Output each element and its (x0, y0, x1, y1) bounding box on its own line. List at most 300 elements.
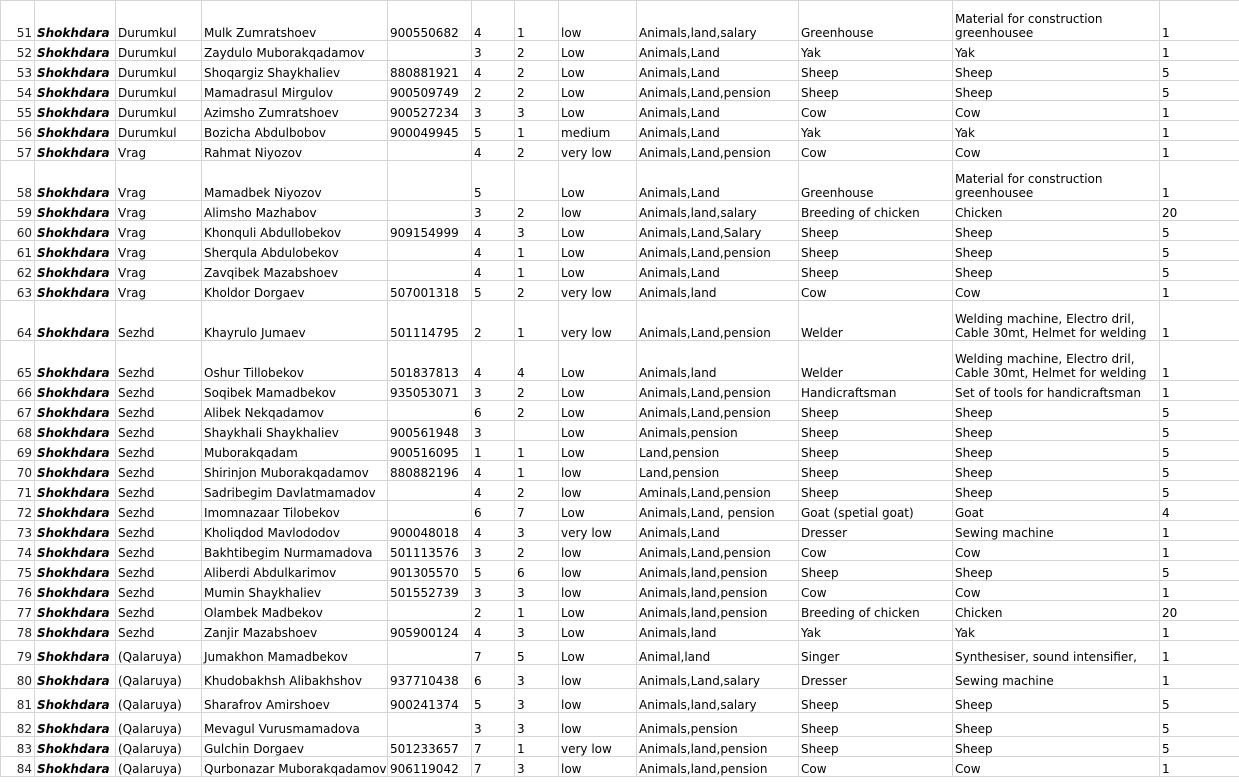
income-source-cell[interactable]: Animals,land,salary (637, 201, 799, 221)
family-size-cell[interactable]: 6 (472, 401, 515, 421)
income-level-cell[interactable]: Low (559, 41, 637, 61)
row-number[interactable]: 74 (1, 541, 35, 561)
phone-cell[interactable]: 935053071 (388, 381, 472, 401)
name-cell[interactable]: Sadribegim Davlatmamadov (202, 481, 388, 501)
employed-cell[interactable]: 3 (515, 221, 559, 241)
family-size-cell[interactable]: 2 (472, 301, 515, 341)
income-source-cell[interactable]: Animals,Land (637, 41, 799, 61)
income-level-cell[interactable]: Low (559, 221, 637, 241)
row-number[interactable]: 79 (1, 641, 35, 665)
phone-cell[interactable]: 501233657 (388, 737, 472, 757)
business-type-cell[interactable]: Yak (799, 121, 953, 141)
name-cell[interactable]: Shoqargiz Shaykhaliev (202, 61, 388, 81)
region-cell[interactable]: Shokhdara (35, 341, 116, 381)
employed-cell[interactable]: 4 (515, 341, 559, 381)
row-number[interactable]: 60 (1, 221, 35, 241)
region-cell[interactable]: Shokhdara (35, 1, 116, 41)
row-number[interactable]: 68 (1, 421, 35, 441)
family-size-cell[interactable]: 2 (472, 81, 515, 101)
family-size-cell[interactable]: 4 (472, 521, 515, 541)
phone-cell[interactable]: 507001318 (388, 281, 472, 301)
region-cell[interactable]: Shokhdara (35, 301, 116, 341)
request-cell[interactable]: Cow (953, 101, 1160, 121)
business-type-cell[interactable]: Sheep (799, 461, 953, 481)
request-cell[interactable]: Yak (953, 41, 1160, 61)
income-level-cell[interactable]: Low (559, 401, 637, 421)
income-level-cell[interactable]: Low (559, 101, 637, 121)
quantity-cell[interactable]: 1 (1160, 281, 1239, 301)
family-size-cell[interactable]: 4 (472, 341, 515, 381)
employed-cell[interactable]: 6 (515, 561, 559, 581)
income-source-cell[interactable]: Animals,land,pension (637, 581, 799, 601)
phone-cell[interactable]: 900516095 (388, 441, 472, 461)
quantity-cell[interactable]: 5 (1160, 481, 1239, 501)
business-type-cell[interactable]: Welder (799, 301, 953, 341)
business-type-cell[interactable]: Sheep (799, 241, 953, 261)
quantity-cell[interactable]: 5 (1160, 261, 1239, 281)
name-cell[interactable]: Zaydulo Muborakqadamov (202, 41, 388, 61)
income-level-cell[interactable]: Low (559, 261, 637, 281)
phone-cell[interactable] (388, 41, 472, 61)
quantity-cell[interactable]: 5 (1160, 81, 1239, 101)
region-cell[interactable]: Shokhdara (35, 561, 116, 581)
income-source-cell[interactable]: Animals,land (637, 281, 799, 301)
family-size-cell[interactable]: 5 (472, 161, 515, 201)
row-number[interactable]: 78 (1, 621, 35, 641)
name-cell[interactable]: Sherqula Abdulobekov (202, 241, 388, 261)
income-level-cell[interactable]: very low (559, 301, 637, 341)
quantity-cell[interactable]: 5 (1160, 737, 1239, 757)
business-type-cell[interactable]: Sheep (799, 737, 953, 757)
request-cell[interactable]: Synthesiser, sound intensifier, (953, 641, 1160, 665)
phone-cell[interactable] (388, 501, 472, 521)
income-source-cell[interactable]: Animals,Land,pension (637, 301, 799, 341)
row-number[interactable]: 83 (1, 737, 35, 757)
name-cell[interactable]: Oshur Tillobekov (202, 341, 388, 381)
family-size-cell[interactable]: 4 (472, 461, 515, 481)
request-cell[interactable]: Sheep (953, 261, 1160, 281)
quantity-cell[interactable]: 5 (1160, 241, 1239, 261)
income-source-cell[interactable]: Animals,Land (637, 101, 799, 121)
request-cell[interactable]: Sheep (953, 81, 1160, 101)
phone-cell[interactable]: 900527234 (388, 101, 472, 121)
village-cell[interactable]: Sezhd (116, 481, 202, 501)
employed-cell[interactable]: 1 (515, 461, 559, 481)
family-size-cell[interactable]: 3 (472, 541, 515, 561)
business-type-cell[interactable]: Dresser (799, 521, 953, 541)
row-number[interactable]: 76 (1, 581, 35, 601)
name-cell[interactable]: Mamadrasul Mirgulov (202, 81, 388, 101)
phone-cell[interactable]: 501837813 (388, 341, 472, 381)
request-cell[interactable]: Cow (953, 141, 1160, 161)
business-type-cell[interactable]: Sheep (799, 421, 953, 441)
row-number[interactable]: 75 (1, 561, 35, 581)
income-source-cell[interactable]: Animals,Land,pension (637, 541, 799, 561)
name-cell[interactable]: Bakhtibegim Nurmamadova (202, 541, 388, 561)
region-cell[interactable]: Shokhdara (35, 241, 116, 261)
region-cell[interactable]: Shokhdara (35, 541, 116, 561)
income-source-cell[interactable]: Animals,Land,pension (637, 381, 799, 401)
employed-cell[interactable]: 2 (515, 141, 559, 161)
village-cell[interactable]: Durumkul (116, 1, 202, 41)
row-number[interactable]: 64 (1, 301, 35, 341)
village-cell[interactable]: Vrag (116, 241, 202, 261)
business-type-cell[interactable]: Sheep (799, 261, 953, 281)
region-cell[interactable]: Shokhdara (35, 601, 116, 621)
village-cell[interactable]: (Qalaruya) (116, 689, 202, 713)
phone-cell[interactable] (388, 713, 472, 737)
employed-cell[interactable]: 3 (515, 521, 559, 541)
family-size-cell[interactable]: 1 (472, 441, 515, 461)
family-size-cell[interactable]: 2 (472, 601, 515, 621)
row-number[interactable]: 52 (1, 41, 35, 61)
income-level-cell[interactable]: low (559, 757, 637, 777)
family-size-cell[interactable]: 3 (472, 381, 515, 401)
phone-cell[interactable]: 937710438 (388, 665, 472, 689)
family-size-cell[interactable]: 4 (472, 61, 515, 81)
name-cell[interactable]: Kholdor Dorgaev (202, 281, 388, 301)
phone-cell[interactable]: 901305570 (388, 561, 472, 581)
region-cell[interactable]: Shokhdara (35, 641, 116, 665)
phone-cell[interactable]: 900048018 (388, 521, 472, 541)
region-cell[interactable]: Shokhdara (35, 121, 116, 141)
family-size-cell[interactable]: 4 (472, 241, 515, 261)
village-cell[interactable]: Vrag (116, 141, 202, 161)
income-level-cell[interactable]: low (559, 581, 637, 601)
village-cell[interactable]: (Qalaruya) (116, 641, 202, 665)
business-type-cell[interactable]: Handicraftsman (799, 381, 953, 401)
income-source-cell[interactable]: Animals,Land,pension (637, 241, 799, 261)
quantity-cell[interactable]: 1 (1160, 381, 1239, 401)
income-source-cell[interactable]: Animals,land,pension (637, 757, 799, 777)
income-level-cell[interactable]: medium (559, 121, 637, 141)
family-size-cell[interactable]: 5 (472, 281, 515, 301)
request-cell[interactable]: Material for construction greenhousee (953, 161, 1160, 201)
village-cell[interactable]: (Qalaruya) (116, 737, 202, 757)
village-cell[interactable]: Sezhd (116, 501, 202, 521)
quantity-cell[interactable]: 1 (1160, 541, 1239, 561)
region-cell[interactable]: Shokhdara (35, 81, 116, 101)
region-cell[interactable]: Shokhdara (35, 665, 116, 689)
request-cell[interactable]: Yak (953, 121, 1160, 141)
row-number[interactable]: 65 (1, 341, 35, 381)
income-source-cell[interactable]: Animals,Land,pension (637, 401, 799, 421)
employed-cell[interactable]: 2 (515, 281, 559, 301)
village-cell[interactable]: Sezhd (116, 461, 202, 481)
business-type-cell[interactable]: Sheep (799, 713, 953, 737)
quantity-cell[interactable]: 1 (1160, 141, 1239, 161)
business-type-cell[interactable]: Sheep (799, 221, 953, 241)
employed-cell[interactable]: 2 (515, 41, 559, 61)
name-cell[interactable]: Sharafrov Amirshoev (202, 689, 388, 713)
region-cell[interactable]: Shokhdara (35, 757, 116, 777)
region-cell[interactable]: Shokhdara (35, 41, 116, 61)
phone-cell[interactable] (388, 241, 472, 261)
village-cell[interactable]: Sezhd (116, 541, 202, 561)
business-type-cell[interactable]: Sheep (799, 689, 953, 713)
name-cell[interactable]: Zavqibek Mazabshoev (202, 261, 388, 281)
row-number[interactable]: 58 (1, 161, 35, 201)
request-cell[interactable]: Welding machine, Electro dril, Cable 30mt, Helmet for welding (953, 301, 1160, 341)
business-type-cell[interactable]: Cow (799, 281, 953, 301)
request-cell[interactable]: Sheep (953, 421, 1160, 441)
quantity-cell[interactable]: 1 (1160, 301, 1239, 341)
row-number[interactable]: 72 (1, 501, 35, 521)
income-source-cell[interactable]: Animals,land (637, 341, 799, 381)
region-cell[interactable]: Shokhdara (35, 261, 116, 281)
region-cell[interactable]: Shokhdara (35, 689, 116, 713)
business-type-cell[interactable]: Sheep (799, 401, 953, 421)
row-number[interactable]: 70 (1, 461, 35, 481)
region-cell[interactable]: Shokhdara (35, 281, 116, 301)
family-size-cell[interactable]: 3 (472, 581, 515, 601)
village-cell[interactable]: Sezhd (116, 341, 202, 381)
request-cell[interactable]: Sewing machine (953, 665, 1160, 689)
request-cell[interactable]: Material for construction greenhousee (953, 1, 1160, 41)
income-source-cell[interactable]: Animals,Land,Salary (637, 221, 799, 241)
income-level-cell[interactable]: low (559, 1, 637, 41)
phone-cell[interactable] (388, 141, 472, 161)
income-level-cell[interactable]: very low (559, 281, 637, 301)
employed-cell[interactable]: 1 (515, 241, 559, 261)
request-cell[interactable]: Cow (953, 281, 1160, 301)
village-cell[interactable]: Vrag (116, 261, 202, 281)
row-number[interactable]: 80 (1, 665, 35, 689)
quantity-cell[interactable]: 5 (1160, 401, 1239, 421)
employed-cell[interactable]: 5 (515, 641, 559, 665)
income-source-cell[interactable]: Animals,Land,pension (637, 141, 799, 161)
family-size-cell[interactable]: 4 (472, 481, 515, 501)
village-cell[interactable]: Sezhd (116, 441, 202, 461)
row-number[interactable]: 63 (1, 281, 35, 301)
income-level-cell[interactable]: Low (559, 641, 637, 665)
employed-cell[interactable]: 3 (515, 581, 559, 601)
name-cell[interactable]: Imomnazaar Tilobekov (202, 501, 388, 521)
quantity-cell[interactable]: 1 (1160, 1, 1239, 41)
income-source-cell[interactable]: Animals,pension (637, 421, 799, 441)
request-cell[interactable]: Sheep (953, 737, 1160, 757)
name-cell[interactable]: Khudobakhsh Alibakhshov (202, 665, 388, 689)
family-size-cell[interactable]: 3 (472, 41, 515, 61)
request-cell[interactable]: Welding machine, Electro dril, Cable 30mt, Helmet for welding (953, 341, 1160, 381)
income-source-cell[interactable]: Animals,Land (637, 261, 799, 281)
employed-cell[interactable]: 2 (515, 81, 559, 101)
family-size-cell[interactable]: 4 (472, 621, 515, 641)
business-type-cell[interactable]: Sheep (799, 561, 953, 581)
name-cell[interactable]: Khonquli Abdullobekov (202, 221, 388, 241)
business-type-cell[interactable]: Breeding of chicken (799, 601, 953, 621)
employed-cell[interactable]: 1 (515, 737, 559, 757)
request-cell[interactable]: Yak (953, 621, 1160, 641)
income-source-cell[interactable]: Land,pension (637, 441, 799, 461)
business-type-cell[interactable]: Goat (spetial goat) (799, 501, 953, 521)
income-level-cell[interactable]: low (559, 665, 637, 689)
income-level-cell[interactable]: Low (559, 241, 637, 261)
income-source-cell[interactable]: Animals,land,pension (637, 561, 799, 581)
business-type-cell[interactable]: Greenhouse (799, 1, 953, 41)
name-cell[interactable]: Kholiqdod Mavlododov (202, 521, 388, 541)
family-size-cell[interactable]: 5 (472, 561, 515, 581)
income-level-cell[interactable]: Low (559, 441, 637, 461)
village-cell[interactable]: Sezhd (116, 301, 202, 341)
name-cell[interactable]: Olambek Madbekov (202, 601, 388, 621)
row-number[interactable]: 69 (1, 441, 35, 461)
business-type-cell[interactable]: Cow (799, 581, 953, 601)
income-level-cell[interactable]: Low (559, 161, 637, 201)
income-level-cell[interactable]: very low (559, 737, 637, 757)
family-size-cell[interactable]: 3 (472, 421, 515, 441)
quantity-cell[interactable]: 5 (1160, 561, 1239, 581)
family-size-cell[interactable]: 5 (472, 689, 515, 713)
region-cell[interactable]: Shokhdara (35, 737, 116, 757)
employed-cell[interactable]: 1 (515, 121, 559, 141)
income-level-cell[interactable]: Low (559, 601, 637, 621)
family-size-cell[interactable]: 5 (472, 121, 515, 141)
name-cell[interactable]: Mamadbek Niyozov (202, 161, 388, 201)
name-cell[interactable]: Shaykhali Shaykhaliev (202, 421, 388, 441)
income-source-cell[interactable]: Animals,land,salary (637, 689, 799, 713)
request-cell[interactable]: Set of tools for handicraftsman (953, 381, 1160, 401)
employed-cell[interactable]: 3 (515, 713, 559, 737)
family-size-cell[interactable]: 6 (472, 665, 515, 689)
village-cell[interactable]: Sezhd (116, 421, 202, 441)
village-cell[interactable]: Vrag (116, 221, 202, 241)
quantity-cell[interactable]: 20 (1160, 601, 1239, 621)
row-number[interactable]: 84 (1, 757, 35, 777)
income-source-cell[interactable]: Animals,Land (637, 521, 799, 541)
request-cell[interactable]: Sheep (953, 401, 1160, 421)
village-cell[interactable]: (Qalaruya) (116, 665, 202, 689)
income-source-cell[interactable]: Animals,pension (637, 713, 799, 737)
employed-cell[interactable]: 1 (515, 1, 559, 41)
region-cell[interactable]: Shokhdara (35, 201, 116, 221)
village-cell[interactable]: Sezhd (116, 561, 202, 581)
quantity-cell[interactable]: 5 (1160, 461, 1239, 481)
row-number[interactable]: 53 (1, 61, 35, 81)
village-cell[interactable]: Durumkul (116, 61, 202, 81)
village-cell[interactable]: Sezhd (116, 621, 202, 641)
row-number[interactable]: 61 (1, 241, 35, 261)
name-cell[interactable]: Shirinjon Muborakqadamov (202, 461, 388, 481)
quantity-cell[interactable]: 1 (1160, 101, 1239, 121)
row-number[interactable]: 57 (1, 141, 35, 161)
request-cell[interactable]: Sheep (953, 221, 1160, 241)
business-type-cell[interactable]: Sheep (799, 61, 953, 81)
income-level-cell[interactable]: Low (559, 421, 637, 441)
quantity-cell[interactable]: 1 (1160, 121, 1239, 141)
quantity-cell[interactable]: 5 (1160, 61, 1239, 81)
region-cell[interactable]: Shokhdara (35, 401, 116, 421)
employed-cell[interactable]: 3 (515, 621, 559, 641)
family-size-cell[interactable]: 4 (472, 1, 515, 41)
phone-cell[interactable]: 900049945 (388, 121, 472, 141)
row-number[interactable]: 51 (1, 1, 35, 41)
income-source-cell[interactable]: Animals,Land,pension (637, 81, 799, 101)
request-cell[interactable]: Sheep (953, 241, 1160, 261)
employed-cell[interactable]: 3 (515, 689, 559, 713)
region-cell[interactable]: Shokhdara (35, 61, 116, 81)
request-cell[interactable]: Sewing machine (953, 521, 1160, 541)
business-type-cell[interactable]: Welder (799, 341, 953, 381)
region-cell[interactable]: Shokhdara (35, 141, 116, 161)
village-cell[interactable]: Durumkul (116, 121, 202, 141)
quantity-cell[interactable]: 4 (1160, 501, 1239, 521)
phone-cell[interactable]: 880882196 (388, 461, 472, 481)
family-size-cell[interactable]: 3 (472, 713, 515, 737)
row-number[interactable]: 66 (1, 381, 35, 401)
employed-cell[interactable]: 1 (515, 301, 559, 341)
income-source-cell[interactable]: Animal,land (637, 641, 799, 665)
village-cell[interactable]: Durumkul (116, 101, 202, 121)
family-size-cell[interactable]: 7 (472, 737, 515, 757)
request-cell[interactable]: Cow (953, 757, 1160, 777)
phone-cell[interactable]: 900561948 (388, 421, 472, 441)
village-cell[interactable]: (Qalaruya) (116, 713, 202, 737)
row-number[interactable]: 54 (1, 81, 35, 101)
row-number[interactable]: 56 (1, 121, 35, 141)
phone-cell[interactable] (388, 481, 472, 501)
income-source-cell[interactable]: Animals,Land (637, 121, 799, 141)
income-source-cell[interactable]: Animals,land,pension (637, 601, 799, 621)
income-level-cell[interactable]: Low (559, 381, 637, 401)
village-cell[interactable]: Sezhd (116, 381, 202, 401)
quantity-cell[interactable]: 1 (1160, 341, 1239, 381)
income-level-cell[interactable]: low (559, 481, 637, 501)
employed-cell[interactable]: 1 (515, 441, 559, 461)
quantity-cell[interactable]: 5 (1160, 441, 1239, 461)
quantity-cell[interactable]: 1 (1160, 665, 1239, 689)
quantity-cell[interactable]: 1 (1160, 641, 1239, 665)
region-cell[interactable]: Shokhdara (35, 221, 116, 241)
income-level-cell[interactable]: Low (559, 341, 637, 381)
business-type-cell[interactable]: Sheep (799, 481, 953, 501)
name-cell[interactable]: Qurbonazar Muborakqadamov (202, 757, 388, 777)
request-cell[interactable]: Sheep (953, 481, 1160, 501)
income-source-cell[interactable]: Animals,Land (637, 161, 799, 201)
business-type-cell[interactable]: Singer (799, 641, 953, 665)
region-cell[interactable]: Shokhdara (35, 481, 116, 501)
quantity-cell[interactable]: 20 (1160, 201, 1239, 221)
region-cell[interactable]: Shokhdara (35, 421, 116, 441)
quantity-cell[interactable]: 1 (1160, 161, 1239, 201)
phone-cell[interactable] (388, 601, 472, 621)
employed-cell[interactable]: 2 (515, 401, 559, 421)
row-number[interactable]: 62 (1, 261, 35, 281)
income-source-cell[interactable]: Animals,Land (637, 61, 799, 81)
phone-cell[interactable]: 501114795 (388, 301, 472, 341)
quantity-cell[interactable]: 1 (1160, 41, 1239, 61)
phone-cell[interactable]: 909154999 (388, 221, 472, 241)
income-source-cell[interactable]: Land,pension (637, 461, 799, 481)
employed-cell[interactable]: 7 (515, 501, 559, 521)
region-cell[interactable]: Shokhdara (35, 441, 116, 461)
employed-cell[interactable]: 3 (515, 665, 559, 689)
income-source-cell[interactable]: Animals,Land, pension (637, 501, 799, 521)
row-number[interactable]: 71 (1, 481, 35, 501)
row-number[interactable]: 67 (1, 401, 35, 421)
employed-cell[interactable] (515, 161, 559, 201)
name-cell[interactable]: Muborakqadam (202, 441, 388, 461)
village-cell[interactable]: Sezhd (116, 521, 202, 541)
employed-cell[interactable] (515, 421, 559, 441)
family-size-cell[interactable]: 7 (472, 757, 515, 777)
family-size-cell[interactable]: 7 (472, 641, 515, 665)
quantity-cell[interactable]: 1 (1160, 621, 1239, 641)
phone-cell[interactable]: 900241374 (388, 689, 472, 713)
quantity-cell[interactable]: 5 (1160, 421, 1239, 441)
employed-cell[interactable]: 1 (515, 601, 559, 621)
phone-cell[interactable]: 501552739 (388, 581, 472, 601)
